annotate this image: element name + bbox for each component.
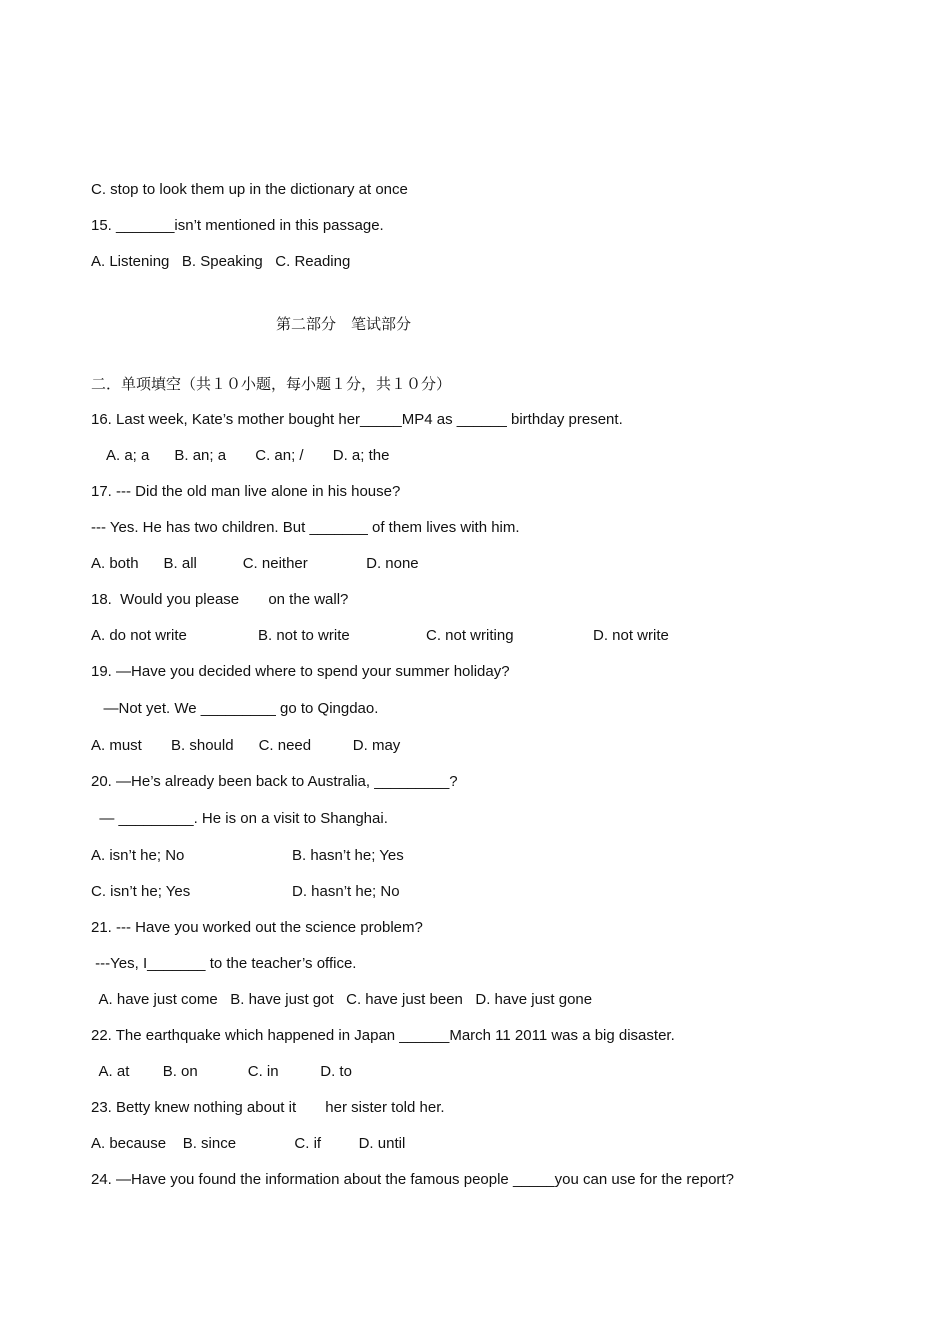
q20-question: 20. —He’s already been back to Australia, _________? bbox=[91, 773, 458, 790]
q19-answer-line: —Not yet. We _________ go to Qingdao. bbox=[91, 700, 379, 717]
q17-options: A. both B. all C. neither D. none bbox=[91, 555, 419, 572]
section-instructions: 二．单项填空（共１０小题，每小题１分，共１０分） bbox=[91, 375, 452, 393]
q20-answer-line: — _________. He is on a visit to Shanghai. bbox=[91, 810, 388, 827]
q17-question: 17. --- Did the old man live alone in his house? bbox=[91, 483, 401, 500]
q20-option-b: B. hasn’t he; Yes bbox=[292, 847, 404, 864]
q18-question: 18. Would you please on the wall? bbox=[91, 591, 349, 608]
q18-option-b: B. not to write bbox=[258, 627, 350, 644]
q19-question: 19. —Have you decided where to spend your summer holiday? bbox=[91, 663, 510, 680]
q17-answer-line: --- Yes. He has two children. But _______ of them lives with him. bbox=[91, 519, 520, 536]
q20-option-c: C. isn’t he; Yes bbox=[91, 883, 191, 900]
q21-options: A. have just come B. have just got C. have just been D. have just gone bbox=[91, 991, 593, 1008]
section-title: 第二部分 笔试部分 bbox=[276, 315, 412, 333]
q21-answer-line: ---Yes, I_______ to the teacher’s office. bbox=[91, 955, 357, 972]
q22-options: A. at B. on C. in D. to bbox=[91, 1063, 352, 1080]
q19-options: A. must B. should C. need D. may bbox=[91, 737, 401, 754]
q24-question: 24. —Have you found the information about the famous people _____you can use for the report? bbox=[91, 1171, 734, 1188]
q23-options: A. because B. since C. if D. until bbox=[91, 1135, 406, 1152]
q14-option-c: C. stop to look them up in the dictionary at once bbox=[91, 181, 408, 198]
q21-question: 21. --- Have you worked out the science problem? bbox=[91, 919, 423, 936]
q16-options: A. a; a B. an; a C. an; / D. a; the bbox=[106, 447, 390, 464]
q18-option-d: D. not write bbox=[593, 627, 669, 644]
q15-options: A. Listening B. Speaking C. Reading bbox=[91, 253, 351, 270]
q20-option-d: D. hasn’t he; No bbox=[292, 883, 400, 900]
q20-option-a: A. isn’t he; No bbox=[91, 847, 185, 864]
q15-question: 15. _______isn’t mentioned in this passage. bbox=[91, 217, 384, 234]
q22-question: 22. The earthquake which happened in Japan ______March 11 2011 was a big disaster. bbox=[91, 1027, 675, 1044]
q23-question: 23. Betty knew nothing about it her sister told her. bbox=[91, 1099, 445, 1116]
q18-option-c: C. not writing bbox=[426, 627, 514, 644]
q16-question: 16. Last week, Kate’s mother bought her_____MP4 as ______ birthday present. bbox=[91, 411, 623, 428]
q18-option-a: A. do not write bbox=[91, 627, 187, 644]
